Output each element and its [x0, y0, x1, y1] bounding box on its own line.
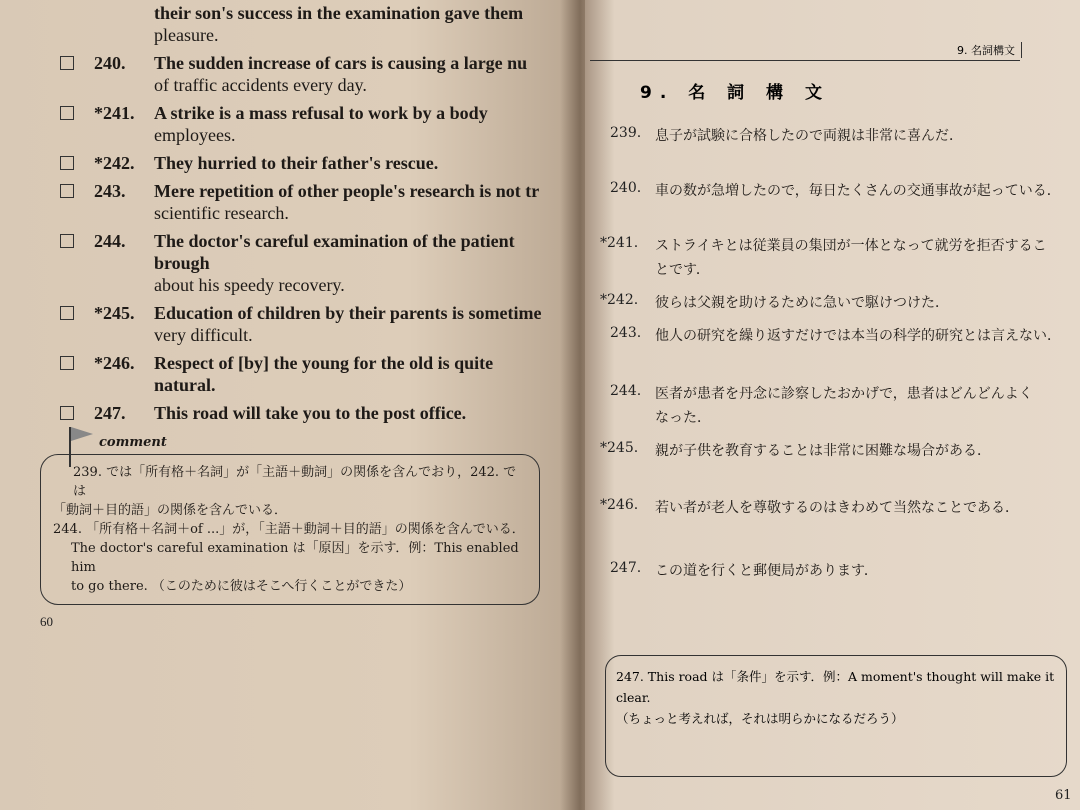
header-rule [590, 60, 1020, 61]
exercise-item [60, 180, 555, 224]
checkbox-icon[interactable] [60, 106, 74, 120]
chapter-title: 9. 名 詞 構 文 [640, 83, 830, 103]
exercise-text: This road will take you to the post office. [154, 403, 467, 423]
exercise-text: scientific research. [154, 203, 289, 223]
exercise-number: *246. [600, 497, 639, 513]
exercise-item [60, 52, 555, 96]
exercise-text: 医者が患者を丹念に診察したおかげで，患者はどんどんよく [655, 386, 1033, 402]
exercise-text: They hurried to their father's rescue. [154, 153, 439, 173]
exercise-text-block [154, 230, 555, 296]
exercise-text-block [154, 352, 555, 396]
checkbox-icon[interactable] [60, 234, 74, 248]
exercise-text: Education of children by their parents is sometime [154, 303, 542, 323]
exercise-number: 247. [94, 403, 126, 423]
exercise-item [60, 402, 555, 424]
comment-line: to go there. （このために彼はそこへ行くことができた） [71, 579, 412, 594]
exercise-number: *241. [94, 103, 135, 123]
fragment-line: pleasure. [154, 25, 219, 45]
exercise-number: 244. [94, 231, 126, 251]
exercise-text-block [154, 402, 555, 424]
exercise-text: about his speedy recovery. [154, 275, 345, 295]
exercise-text: この道を行くと郵便局があります． [655, 563, 878, 579]
checkbox-icon[interactable] [60, 184, 74, 198]
exercise-number: 244. [610, 383, 642, 399]
exercise-number: 243. [94, 181, 126, 201]
right-page [585, 0, 1080, 810]
fragment-line: their son's success in the examination gave them [154, 3, 524, 23]
page-number: 61 [1055, 788, 1072, 803]
exercise-number: *242. [94, 153, 135, 173]
exercise-item [60, 230, 555, 296]
comment-line: 「動詞＋目的語」の関係を含んでいる． [53, 503, 288, 518]
checkbox-icon[interactable] [60, 306, 74, 320]
exercise-number: 240. [94, 53, 126, 73]
checkbox-icon[interactable] [60, 406, 74, 420]
exercise-number: *245. [94, 303, 135, 323]
exercise-text: 彼らは父親を助けるために急いで駆けつけた． [655, 295, 949, 311]
exercise-number: 247. [610, 560, 642, 576]
exercise-text: とです． [655, 262, 710, 278]
exercise-text: 車の数が急増したので，毎日たくさんの交通事故が起っている． [655, 183, 1061, 199]
flag-icon-pennant [71, 427, 93, 441]
exercise-number: *241. [600, 235, 639, 251]
exercise-number: *245. [600, 440, 639, 456]
comment-line: （ちょっと考えれば，それは明らかになるだろう） [616, 711, 904, 726]
exercise-text-block [154, 102, 555, 146]
page-number: 60 [40, 614, 53, 629]
checkbox-icon[interactable] [60, 156, 74, 170]
comment-label: comment [99, 435, 167, 450]
exercise-text: very difficult. [154, 325, 253, 345]
exercise-text: Mere repetition of other people's research is not tr [154, 181, 540, 201]
exercise-text-block [154, 302, 555, 346]
exercise-text: 若い者が老人を尊敬するのはきわめて当然なことである． [655, 500, 1019, 516]
exercise-item [60, 102, 555, 146]
checkbox-icon[interactable] [60, 356, 74, 370]
comment-line: The doctor's careful examination は「原因」を示す．例：This enabled him [71, 541, 519, 575]
exercise-item [60, 152, 555, 174]
comment-box [605, 655, 1067, 777]
exercise-text: ストライキとは従業員の集団が一体となって就労を拒否するこ [655, 238, 1047, 254]
exercise-text: なった． [655, 410, 711, 426]
comment-line: 247. This road は「条件」を示す．例：A moment's thought will make it clear. [616, 669, 1055, 705]
exercise-number: *246. [94, 353, 135, 373]
exercise-text: 息子が試験に合格したので両親は非常に喜んだ． [655, 128, 963, 144]
running-header: 9. 名詞構文 [951, 42, 1022, 58]
exercise-number: *242. [600, 292, 639, 308]
exercise-text-block [154, 152, 555, 174]
comment-line: 244. 「所有格＋名詞＋of ...」が，「主語＋動詞＋目的語」の関係を含んでいる． [53, 522, 525, 537]
exercise-text: The sudden increase of cars is causing a large nu [154, 53, 528, 73]
exercise-text-block [154, 180, 555, 224]
checkbox-icon[interactable] [60, 56, 74, 70]
exercise-number: 240. [610, 180, 642, 196]
exercise-text: 親が子供を教育することは非常に困難な場合がある． [655, 443, 991, 459]
exercise-text: employees. [154, 125, 236, 145]
comment-line: 239. では「所有格＋名詞」が「主語＋動詞」の関係を含んでおり，242. では [73, 465, 517, 499]
exercise-text: of traffic accidents every day. [154, 75, 367, 95]
exercise-number: 243. [610, 325, 642, 341]
exercise-text: Respect of [by] the young for the old is quite natural. [154, 353, 494, 395]
exercise-text: The doctor's careful examination of the patient brough [154, 231, 515, 273]
comment-box [40, 435, 540, 605]
exercise-item [60, 352, 555, 396]
exercise-text: 他人の研究を繰り返すだけでは本当の科学的研究とは言えない． [655, 328, 1061, 344]
exercise-number: 239. [610, 125, 642, 141]
exercise-text: A strike is a mass refusal to work by a body [154, 103, 488, 123]
exercise-item [60, 302, 555, 346]
exercise-text-block [154, 52, 555, 96]
